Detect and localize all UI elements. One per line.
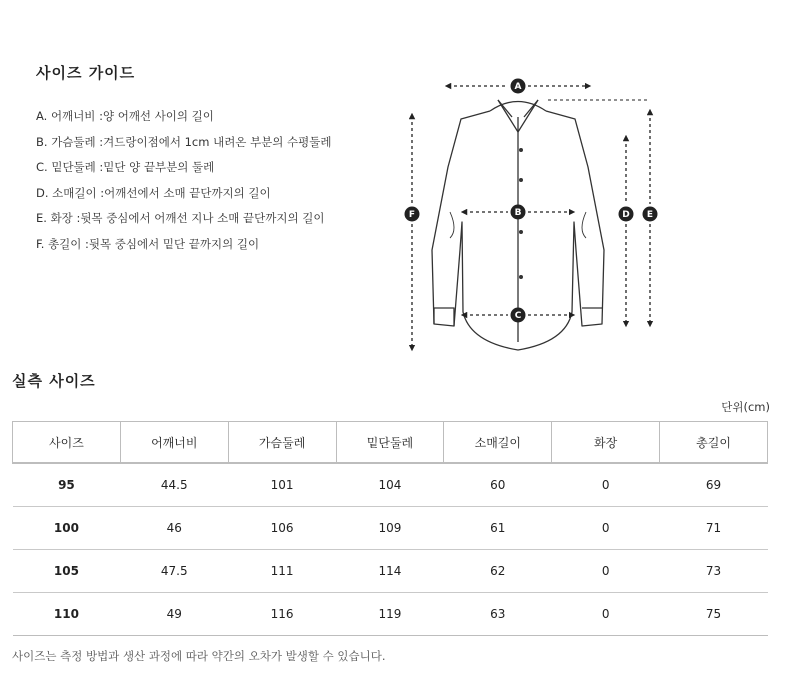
cell-size: 95	[13, 463, 121, 507]
guide-item-d: D. 소매길이 :어깨선에서 소매 끝단까지의 길이	[36, 185, 271, 200]
svg-text:F: F	[408, 210, 416, 221]
cell-size: 105	[13, 550, 121, 593]
cell-length: 71	[660, 507, 768, 550]
size-guide-title: 사이즈 가이드	[36, 64, 136, 82]
cell-shoulder: 46	[120, 507, 228, 550]
shirt-button	[519, 148, 523, 152]
size-table	[12, 421, 768, 636]
guide-item-a: A. 어깨너비 :양 어깨선 사이의 길이	[36, 109, 214, 123]
table-row	[13, 550, 768, 593]
cell-sleeve: 63	[444, 593, 552, 636]
marker-f	[405, 207, 420, 222]
measurement-title: 실측 사이즈	[12, 372, 96, 390]
cell-sleeve: 61	[444, 507, 552, 550]
cell-size: 110	[13, 593, 121, 636]
header-hem: 밑단둘레	[336, 422, 444, 464]
guide-item-b: B. 가슴둘레 :겨드랑이점에서 1cm 내려온 부분의 수평둘레	[36, 134, 332, 149]
header-shoulder: 어깨너비	[120, 422, 228, 464]
svg-text:E: E	[646, 210, 654, 221]
marker-a	[511, 79, 526, 94]
table-row	[13, 507, 768, 550]
cell-chest: 101	[228, 463, 336, 507]
shirt-measurement-diagram	[400, 72, 690, 362]
cell-sleeve-total: 0	[552, 463, 660, 507]
marker-d	[619, 207, 634, 222]
svg-text:D: D	[622, 210, 630, 221]
header-sleeve-total: 화장	[552, 422, 660, 464]
header-size: 사이즈	[13, 422, 121, 464]
cell-sleeve-total: 0	[552, 593, 660, 636]
svg-text:B: B	[514, 208, 522, 219]
svg-text:A: A	[514, 82, 522, 93]
shirt-button	[519, 275, 523, 279]
shirt-button	[519, 178, 523, 182]
header-chest: 가슴둘레	[228, 422, 336, 464]
guide-item-c: C. 밑단둘레 :밑단 양 끝부분의 둘레	[36, 160, 215, 174]
shirt-button	[519, 230, 523, 234]
marker-b	[511, 205, 526, 220]
size-guide-list	[36, 106, 331, 259]
table-row	[13, 463, 768, 507]
cell-shoulder: 44.5	[120, 463, 228, 507]
marker-c	[511, 308, 526, 323]
unit-label: 단위(cm)	[721, 400, 770, 414]
header-length: 총길이	[660, 422, 768, 464]
cell-shoulder: 47.5	[120, 550, 228, 593]
measurement-note: 사이즈는 측정 방법과 생산 과정에 따라 약간의 오차가 발생할 수 있습니다.	[12, 649, 386, 663]
cell-length: 69	[660, 463, 768, 507]
header-sleeve: 소매길이	[444, 422, 552, 464]
cell-shoulder: 49	[120, 593, 228, 636]
cell-sleeve-total: 0	[552, 507, 660, 550]
cell-chest: 111	[228, 550, 336, 593]
table-header-row	[13, 422, 768, 464]
svg-text:C: C	[514, 311, 522, 322]
cell-hem: 109	[336, 507, 444, 550]
cell-chest: 106	[228, 507, 336, 550]
cell-chest: 116	[228, 593, 336, 636]
cell-hem: 114	[336, 550, 444, 593]
cell-length: 75	[660, 593, 768, 636]
guide-item-e: E. 화장 :뒷목 중심에서 어깨선 지나 소매 끝단까지의 길이	[36, 211, 325, 225]
marker-e	[643, 207, 658, 222]
cell-size: 100	[13, 507, 121, 550]
cell-length: 73	[660, 550, 768, 593]
cell-sleeve: 62	[444, 550, 552, 593]
guide-item-f: F. 총길이 :뒷목 중심에서 밑단 끝까지의 길이	[36, 236, 260, 251]
cell-hem: 119	[336, 593, 444, 636]
cell-hem: 104	[336, 463, 444, 507]
table-row	[13, 593, 768, 636]
cell-sleeve: 60	[444, 463, 552, 507]
cell-sleeve-total: 0	[552, 550, 660, 593]
